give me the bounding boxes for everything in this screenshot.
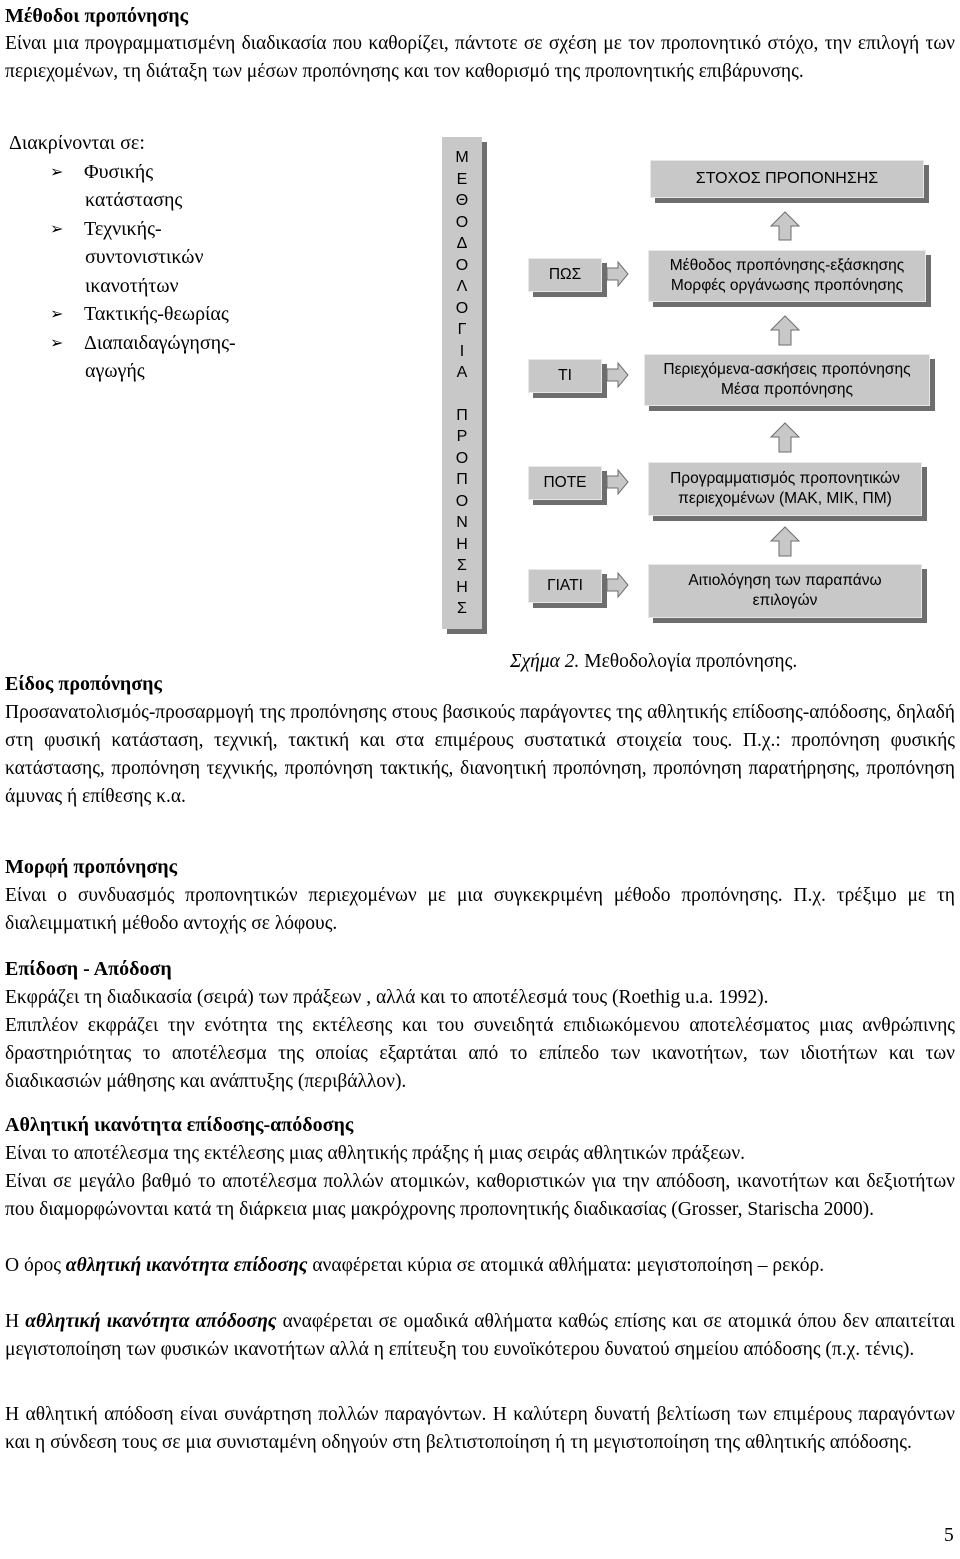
arrow-bullet-icon: ➢ xyxy=(50,304,64,323)
list-item-continuation: ικανοτήτων xyxy=(85,274,179,297)
section-text-type: Προσανατολισμός-προσαρμογή της προπόνησης στους βασικούς παράγοντες της αθλητικής επίδοσης-απόδοσης, δηλαδή στη φυσική κατάσταση, τεχνική, τακτική και στα επιμέρους συστατικά στοιχεία τους. Π.χ.: προπόνηση φυσικής κατάστασης, προπόνηση τεχνικής, προπόνηση τακτικής, διανοητική προπόνηση, προπόνηση παρατήρησης, προπόνηση άμυνας ή επίθεσης κ.α. xyxy=(5,702,955,807)
list-item-continuation: συντονιστικών xyxy=(85,246,204,268)
list-item: ➢ Τακτικής-θεωρίας xyxy=(5,300,425,329)
question-box-how: ΠΩΣ xyxy=(528,258,602,292)
section-text-athletic-2: Είναι σε μεγάλο βαθμό το αποτέλεσμα πολλών ατομικών, καθοριστικών για την απόδοση, ικανοτήτων και δεξιοτήτων που διαμορφώνονται κατά τη διάρκεια μιας μακρόχρονης προπονητικής διαδικασίας (Grosser, Starischa 2000). xyxy=(5,1171,955,1220)
question-box-why: ΓΙΑΤΙ xyxy=(528,569,602,603)
arrow-up-icon xyxy=(771,316,799,345)
arrow-up-icon xyxy=(771,212,799,240)
vertical-label-column: Μ Ε Θ Ο Δ Ο Λ Ο Γ Ι Α Π Ρ Ο Π Ο Ν Η Σ Η Σ xyxy=(442,137,482,629)
answer-box-content: Περιεχόμενα-ασκήσεις προπόνησης Μέσα προπόνησης xyxy=(644,354,930,406)
diagram-arrows xyxy=(0,0,960,640)
list-item: ➢ Τεχνικής- xyxy=(5,215,425,244)
section-text-form: Είναι ο συνδυασμός προπονητικών περιεχομένων με μια συγκεκριμένη μέθοδο προπόνησης. Π.χ. τρέξιμο με τη διαλειμματική μέθοδο αντοχής σε λόφους. xyxy=(5,885,955,934)
answer-box-justification: Αιτιολόγηση των παραπάνω επιλογών xyxy=(648,564,922,618)
section-title-performance: Επίδοση - Απόδοση xyxy=(5,958,172,980)
bullet-list-label: Διακρίνονται σε: xyxy=(9,132,145,154)
section-title-type: Είδος προπόνησης xyxy=(5,673,162,695)
list-item-continuation: αγωγής xyxy=(85,360,145,382)
arrow-right-icon xyxy=(607,363,628,387)
list-item-continuation: κατάστασης xyxy=(85,189,183,211)
section-text-athletic-1: Είναι το αποτέλεσμα της εκτέλεσης μιας αθλητικής πράξης ή μιας σειράς αθλητικών πράξεων. xyxy=(5,1143,746,1164)
section-title-methods: Μέθοδοι προπόνησης xyxy=(5,5,189,27)
section-title-athletic: Αθλητική ικανότητα επίδοσης-απόδοσης xyxy=(5,1114,354,1136)
arrow-up-icon xyxy=(771,527,799,556)
goal-box: ΣΤΟΧΟΣ ΠΡΟΠΟΝΗΣΗΣ xyxy=(650,160,924,198)
section-text-athletic-4: Η αθλητική ικανότητα απόδοσης αναφέρεται σε ομαδικά αθλήματα καθώς επίσης και σε ατομικά όπου δεν απαιτείται μεγιστοποίηση των φυσικών ικανοτήτων αλλά η επίτευξη του ευνοϊκότερου δυνατού σημείου απόδοσης (π.χ. τένις). xyxy=(5,1311,955,1360)
question-box-what: ΤΙ xyxy=(528,359,602,393)
page-number: 5 xyxy=(944,1525,954,1546)
arrow-right-icon xyxy=(607,470,628,494)
answer-box-planning: Προγραμματισμός προπονητικών περιεχομένων (ΜΑΚ, ΜΙΚ, ΠΜ) xyxy=(648,462,922,516)
arrow-up-icon xyxy=(771,423,799,452)
arrow-right-icon xyxy=(607,573,628,597)
arrow-right-icon xyxy=(607,262,628,286)
section-title-form: Μορφή προπόνησης xyxy=(5,856,178,878)
section-text-performance-2: Επιπλέον εκφράζει την ενότητα της εκτέλεσης και του συνειδητά επιδιωκόμενου αποτελέσματος μιας ανθρώπινης δραστηριότητας το αποτέλεσμα της οποίας εξαρτάται από το επίπεδο των ικανοτήτων, των ιδιοτήτων και των διαδικασιών μάθησης και ανάπτυξης (περιβάλλον). xyxy=(5,1015,955,1092)
intro-paragraph: Είναι μια προγραμματισμένη διαδικασία που καθορίζει, πάντοτε σε σχέση με τον προπονητικό στόχο, την επιλογή των περιεχομένων, τη διάταξη των μέσων προπόνησης και τον καθορισμό της προπονητικής επιβάρυνσης. xyxy=(5,33,955,82)
arrow-bullet-icon: ➢ xyxy=(50,218,64,238)
section-text-performance-1: Εκφράζει τη διαδικασία (σειρά) των πράξεων , αλλά και το αποτέλεσμά τους (Roethig u.a. 1992). xyxy=(5,987,769,1008)
list-item: ➢ Φυσικής xyxy=(5,158,425,187)
list-item: ➢ Διαπαιδαγώγησης- xyxy=(5,329,425,358)
arrow-bullet-icon: ➢ xyxy=(50,332,64,352)
answer-box-method: Μέθοδος προπόνησης-εξάσκησης Μορφές οργάνωσης προπόνησης xyxy=(648,250,926,302)
question-box-when: ΠΟΤΕ xyxy=(528,466,602,500)
arrow-bullet-icon: ➢ xyxy=(50,161,64,181)
section-text-athletic-5: Η αθλητική απόδοση είναι συνάρτηση πολλών παραγόντων. Η καλύτερη δυνατή βελτίωση των επιμέρους παραγόντων και η σύνδεση τους σε μια συνισταμένη οδηγούν στη βελτιστοποίηση ή τη μεγιστοποίηση της αθλητικής απόδοσης. xyxy=(5,1404,955,1453)
section-text-athletic-3: Ο όρος αθλητική ικανότητα επίδοσης αναφέρεται κύρια σε ατομικά αθλήματα: μεγιστοποίηση – ρεκόρ. xyxy=(5,1255,825,1276)
figure-caption: Σχήμα 2. Μεθοδολογία προπόνησης. xyxy=(510,651,798,672)
